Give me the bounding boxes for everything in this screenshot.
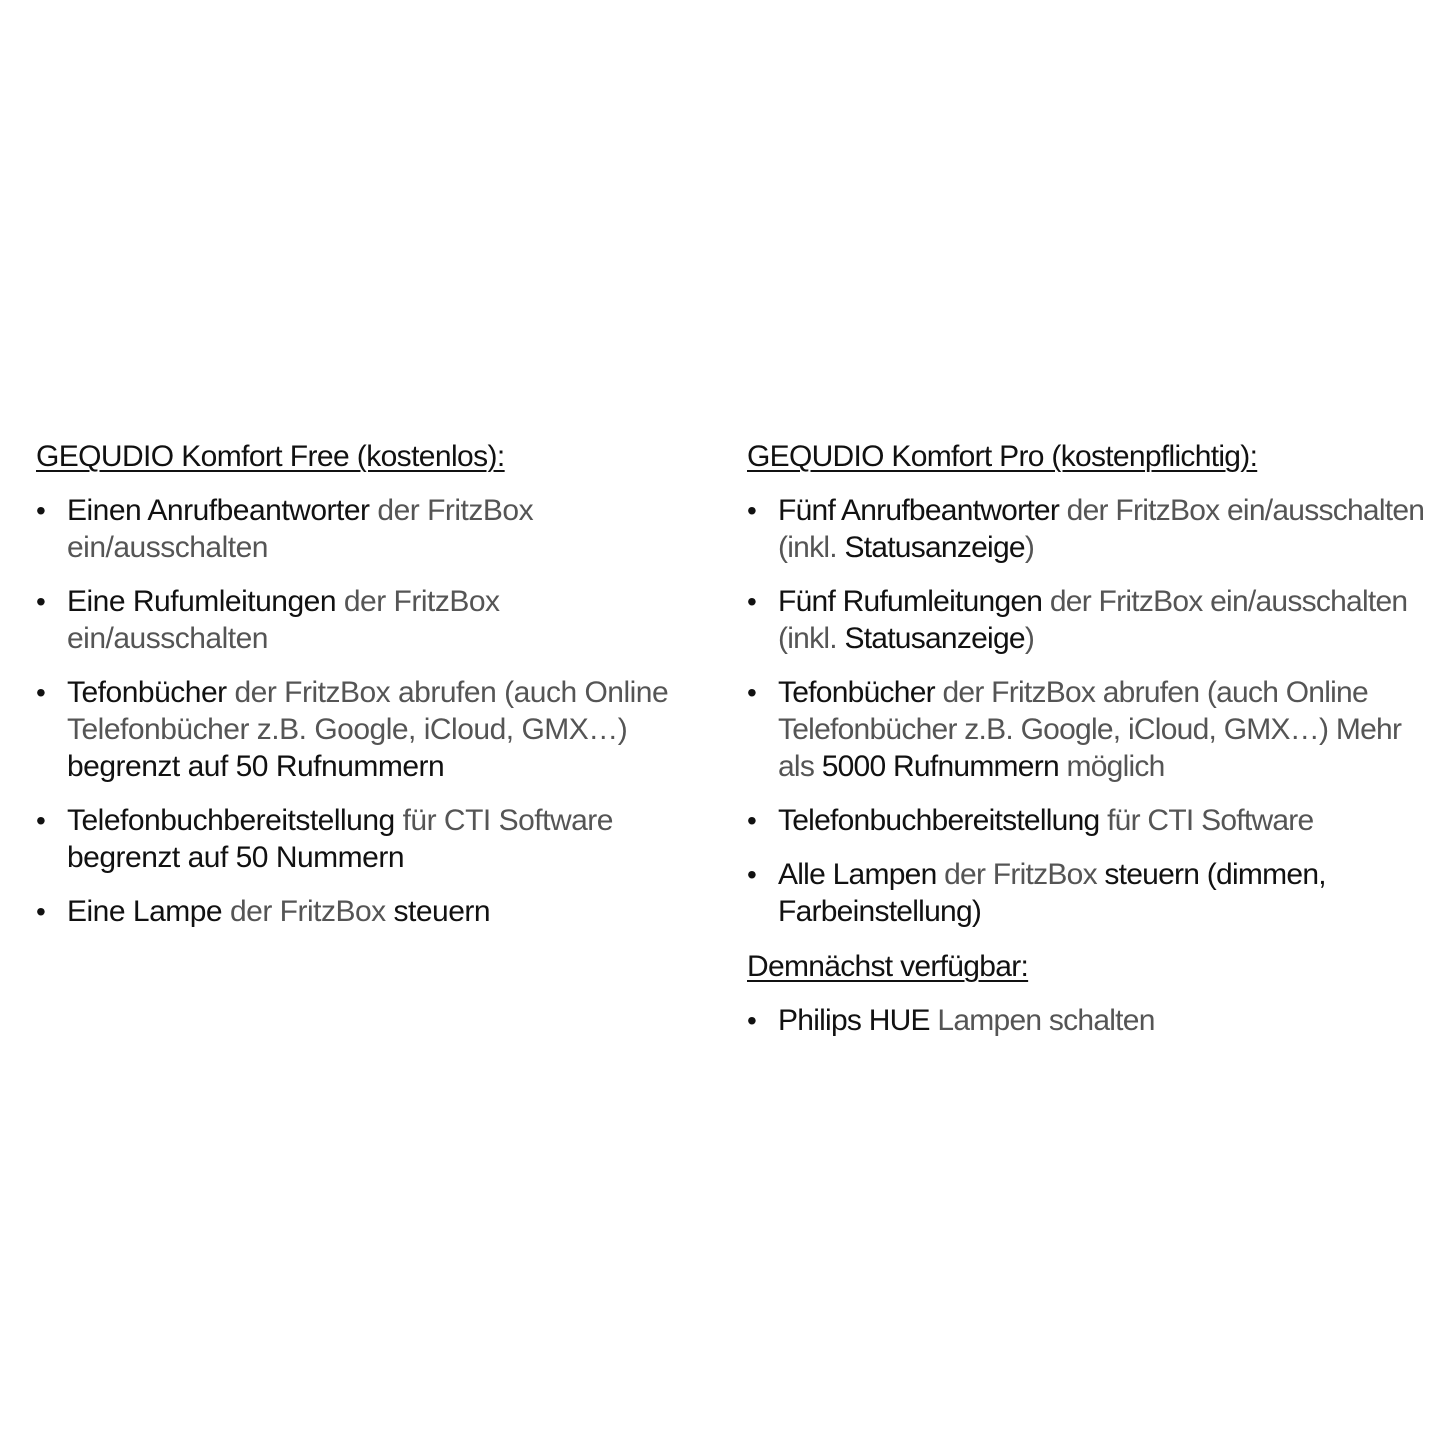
feature-extra: steuern (dimmen, Farbeinstellung) — [778, 858, 1326, 928]
list-item — [747, 674, 1437, 785]
feature-highlight: Philips HUE — [778, 1004, 930, 1037]
feature-detail-end: ) — [1024, 531, 1035, 564]
feature-detail: der FritzBox abrufen (auch Online Telefonbücher z.B. Google, iCloud, GMX…) — [67, 676, 669, 746]
list-item — [747, 492, 1437, 566]
feature-detail: der FritzBox ein/ausschalten — [67, 585, 500, 655]
bullet-icon: • — [747, 805, 757, 836]
feature-highlight: Einen Anrufbeantworter — [67, 494, 370, 527]
coming-soon-list — [747, 1002, 1437, 1039]
list-item — [747, 802, 1437, 839]
bullet-icon: • — [747, 586, 757, 617]
feature-limit: steuern — [385, 895, 491, 928]
free-heading: GEQUDIO Komfort Free (kostenlos): — [36, 440, 505, 473]
bullet-icon: • — [36, 586, 46, 617]
list-item — [36, 893, 676, 930]
feature-detail: der FritzBox ein/ausschalten (inkl. — [778, 494, 1425, 564]
list-item — [36, 492, 676, 566]
feature-highlight: Fünf Rufumleitungen — [778, 585, 1043, 618]
bullet-icon: • — [36, 805, 46, 836]
coming-soon-heading: Demnächst verfügbar: — [747, 950, 1029, 983]
feature-detail: der FritzBox ein/ausschalten — [67, 494, 534, 564]
feature-detail: Lampen schalten — [929, 1004, 1155, 1037]
feature-extra: Statusanzeige — [844, 622, 1025, 655]
feature-highlight: Telefonbuchbereitstellung — [67, 804, 395, 837]
feature-detail: für CTI Software — [1099, 804, 1314, 837]
free-feature-list — [36, 492, 676, 930]
bullet-icon: • — [747, 859, 757, 890]
bullet-icon: • — [36, 677, 46, 708]
bullet-icon: • — [747, 1005, 757, 1036]
bullet-icon: • — [747, 495, 757, 526]
feature-detail: der FritzBox — [222, 895, 386, 928]
feature-highlight: Tefonbücher — [778, 676, 935, 709]
feature-extra: Statusanzeige — [844, 531, 1025, 564]
feature-highlight: Alle Lampen — [778, 858, 937, 891]
bullet-icon: • — [747, 677, 757, 708]
feature-highlight: Eine Rufumleitungen — [67, 585, 337, 618]
free-column — [36, 437, 676, 947]
list-item — [36, 674, 676, 785]
bullet-icon: • — [36, 495, 46, 526]
list-item — [36, 802, 676, 876]
feature-limit: begrenzt auf 50 Rufnummern — [67, 750, 445, 783]
list-item — [747, 583, 1437, 657]
feature-highlight: Fünf Anrufbeantworter — [778, 494, 1060, 527]
feature-highlight: Eine Lampe — [67, 895, 223, 928]
bullet-icon: • — [36, 896, 46, 927]
feature-highlight: Telefonbuchbereitstellung — [778, 804, 1100, 837]
feature-detail: der FritzBox ein/ausschalten (inkl. — [778, 585, 1408, 655]
pro-column — [747, 437, 1437, 1056]
list-item — [747, 1002, 1437, 1039]
pro-feature-list — [747, 492, 1437, 930]
list-item — [747, 856, 1437, 930]
feature-detail-end: möglich — [1058, 750, 1165, 783]
feature-detail: der FritzBox abrufen (auch Online Telefonbücher z.B. Google, iCloud, GMX…) Mehr als — [778, 676, 1402, 783]
feature-detail: für CTI Software — [394, 804, 613, 837]
feature-detail: der FritzBox — [936, 858, 1097, 891]
feature-extra: 5000 Rufnummern — [821, 750, 1059, 783]
feature-highlight: Tefonbücher — [67, 676, 227, 709]
feature-detail-end: ) — [1024, 622, 1035, 655]
pro-heading: GEQUDIO Komfort Pro (kostenpflichtig): — [747, 440, 1258, 473]
list-item — [36, 583, 676, 657]
feature-limit: begrenzt auf 50 Nummern — [67, 841, 405, 874]
